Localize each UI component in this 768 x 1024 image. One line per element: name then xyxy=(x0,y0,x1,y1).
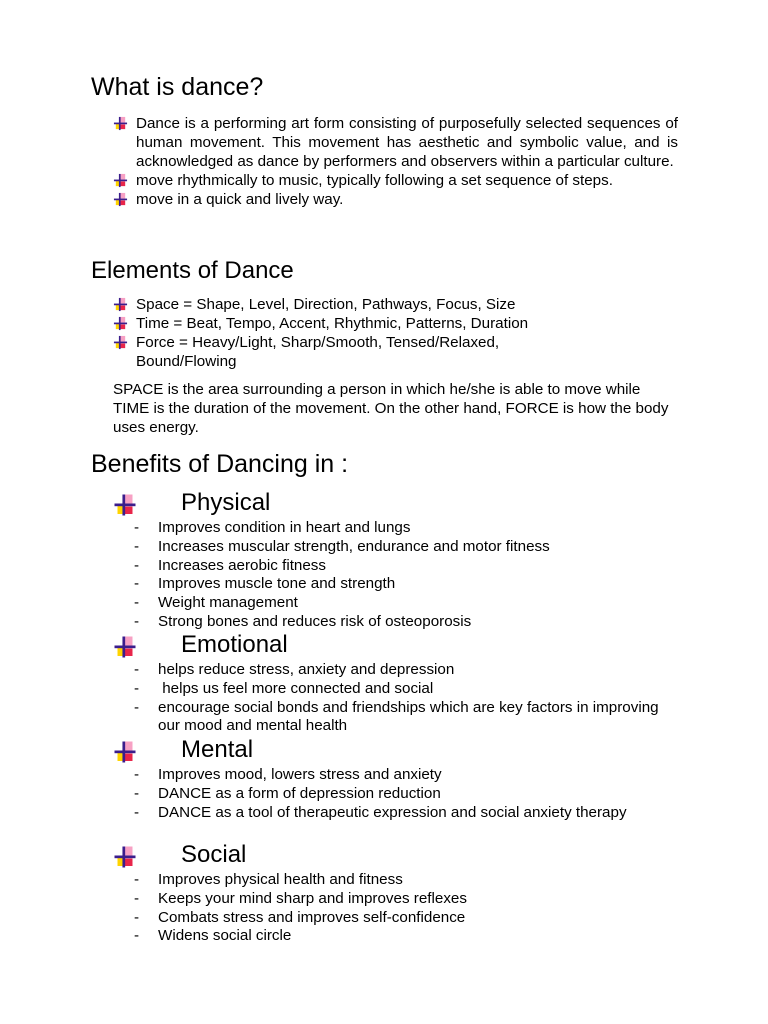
list-item-text: Combats stress and improves self-confidence xyxy=(158,908,466,926)
elements-paragraph: SPACE is the area surrounding a person in which he/she is able to move while TIME is the duration of the movement. On the other hand, FORCE is how the body uses energy. xyxy=(113,381,669,436)
emotional-list xyxy=(134,661,664,736)
dash-marker: - xyxy=(134,889,140,907)
list-item xyxy=(134,699,664,737)
list-item xyxy=(113,333,566,371)
list-item xyxy=(113,190,678,209)
list-item-text: Improves physical health and fitness xyxy=(158,871,403,888)
list-item-text: Space = Shape, Level, Direction, Pathways, Focus, Size xyxy=(136,296,516,313)
subheading-title: Social xyxy=(181,841,247,868)
dash-marker: - xyxy=(134,698,140,716)
section-title-elements: Elements of Dance xyxy=(91,257,294,284)
subheading-title: Physical xyxy=(181,489,271,516)
list-item-text: Improves condition in heart and lungs xyxy=(158,519,411,536)
dash-marker: - xyxy=(134,594,140,612)
list-item xyxy=(134,575,674,594)
dash-marker: - xyxy=(134,766,140,783)
list-item-text: Time = Beat, Tempo, Accent, Rhythmic, Patterns, Duration xyxy=(136,315,529,332)
page-title: What is dance? xyxy=(91,73,264,101)
bullet-cross-icon xyxy=(113,740,137,764)
list-item xyxy=(134,927,674,946)
list-item xyxy=(134,613,674,632)
list-item xyxy=(113,314,678,333)
bullet-cross-icon xyxy=(113,316,128,331)
list-item xyxy=(134,594,674,613)
bullet-cross-icon xyxy=(113,493,137,517)
dash-marker: - xyxy=(134,537,140,555)
dash-marker: - xyxy=(134,556,140,574)
elements-list xyxy=(113,295,678,371)
subheading-title: Mental xyxy=(181,736,254,763)
social-list xyxy=(134,871,674,946)
list-item-text: move rhythmically to music, typically following a set sequence of steps. xyxy=(136,172,613,189)
list-item xyxy=(134,871,674,890)
list-item-text: Dance is a performing art form consisting of purposefully selected sequences of human movement. This movement has aesthetic and symbolic value, and is acknowledged as dance by performers and observers within a particular culture. xyxy=(136,115,678,170)
list-item-text: DANCE as a tool of therapeutic expression and social anxiety therapy xyxy=(158,803,627,821)
bullet-cross-icon xyxy=(113,173,128,188)
list-item xyxy=(134,804,644,823)
bullet-cross-icon xyxy=(113,635,137,659)
bullet-cross-icon xyxy=(113,845,137,869)
list-item-text: Force = Heavy/Light, Sharp/Smooth, Tensed/Relaxed, Bound/Flowing xyxy=(136,334,500,370)
list-item xyxy=(113,171,678,190)
bullet-cross-icon xyxy=(113,335,128,350)
list-item-text: Keeps your mind sharp and improves reflexes xyxy=(158,889,467,907)
list-item xyxy=(134,909,674,928)
list-item-text: Improves mood, lowers stress and anxiety xyxy=(158,766,442,783)
section-title-benefits: Benefits of Dancing in : xyxy=(91,450,349,478)
list-item xyxy=(134,519,674,538)
list-item-text: Strong bones and reduces risk of osteoporosis xyxy=(158,612,472,630)
list-item xyxy=(134,661,664,680)
dash-marker: - xyxy=(134,784,140,802)
dash-marker: - xyxy=(134,679,140,697)
dash-marker: - xyxy=(134,612,140,630)
dash-marker: - xyxy=(134,519,140,536)
what-is-list xyxy=(113,114,678,209)
dash-marker: - xyxy=(134,803,140,821)
list-item-text: helps us feel more connected and social xyxy=(158,679,434,697)
subheading-title: Emotional xyxy=(181,631,288,658)
list-item-text: Widens social circle xyxy=(158,927,292,945)
list-item xyxy=(113,295,678,314)
dash-marker: - xyxy=(134,927,140,945)
list-item xyxy=(113,114,678,171)
list-item-text: Increases aerobic fitness xyxy=(158,556,326,574)
physical-list xyxy=(134,519,674,632)
list-item-text: Improves muscle tone and strength xyxy=(158,575,396,593)
dash-marker: - xyxy=(134,575,140,593)
list-item xyxy=(134,785,644,804)
list-item xyxy=(134,557,674,576)
list-item-text: Weight management xyxy=(158,594,298,612)
list-item xyxy=(134,538,674,557)
list-item xyxy=(134,890,674,909)
dash-marker: - xyxy=(134,871,140,888)
bullet-cross-icon xyxy=(113,116,128,131)
bullet-cross-icon xyxy=(113,192,128,207)
list-item xyxy=(134,766,644,785)
list-item-text: encourage social bonds and friendships which are key factors in improving our mood and mental health xyxy=(158,698,659,735)
list-item xyxy=(134,680,664,699)
bullet-cross-icon xyxy=(113,297,128,312)
list-item-text: DANCE as a form of depression reduction xyxy=(158,784,441,802)
dash-marker: - xyxy=(134,661,140,678)
list-item-text: Increases muscular strength, endurance and motor fitness xyxy=(158,537,550,555)
list-item-text: move in a quick and lively way. xyxy=(136,191,344,208)
dash-marker: - xyxy=(134,908,140,926)
list-item-text: helps reduce stress, anxiety and depression xyxy=(158,661,455,678)
mental-list xyxy=(134,766,644,822)
